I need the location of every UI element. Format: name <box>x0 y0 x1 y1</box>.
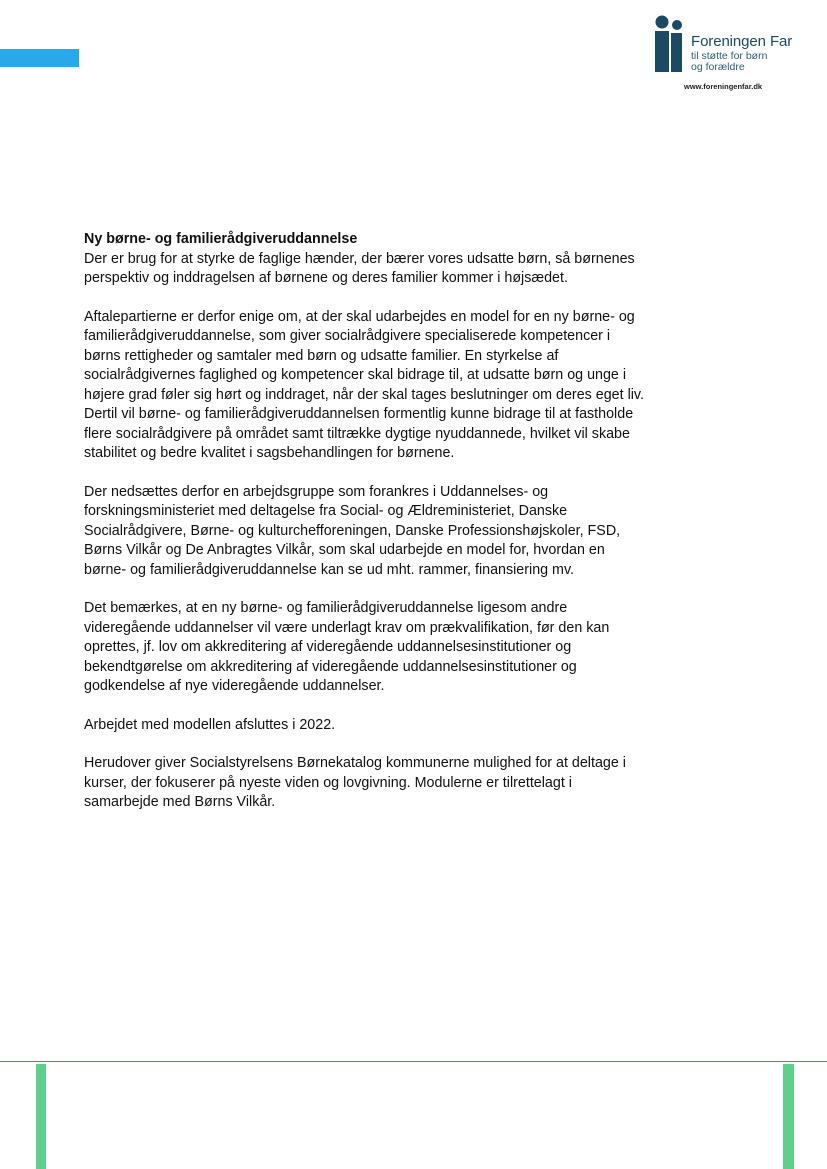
footer-accent-right <box>783 1064 794 1169</box>
paragraph-2: Aftalepartierne er derfor enige om, at der skal udarbejdes en model for en ny børne- og familierådgiveruddannelse, som giver socialrådgivere specialiserede kompetencer i børns rettigheder og samtaler med børn og udsatte familier. En styrkelse af socialrådgivernes faglighed og kompetencer skal bidrage til, at udsatte børn og unge i højere grad føler sig hørt og inddraget, når der skal tages beslutninger om deres eget liv. Dertil vil børne- og familierådgiveruddannelsen formentlig kunne bidrage til at fastholde flere socialrådgivere på området samt tiltrække dygtige nyuddannede, hvilket vil skabe stabilitet og bedre kvalitet i sagsbehandlingen for børnene. <box>84 308 644 461</box>
footer-divider <box>0 1061 827 1062</box>
logo-url[interactable]: www.foreningenfar.dk <box>684 82 763 91</box>
footer-accent-left <box>36 1064 46 1169</box>
paragraph-1: Der er brug for at styrke de faglige hænder, der bærer vores udsatte børn, så børnenes perspektiv og inddragelsen af børnene og deres familier kommer i højsædet. <box>84 250 635 286</box>
logo-tagline <box>691 51 781 73</box>
section-heading: Ny børne- og familierådgiveruddannelse <box>84 231 358 247</box>
paragraph-4: Det bemærkes, at en ny børne- og familierådgiveruddannelse ligesom andre videregående uddannelser vil være underlagt krav om prækvalifikation, før den kan oprettes, jf. lov om akkreditering af videregående uddannelsesinstitutioner og bekendtgørelse om akkreditering af videregående uddannelsesinstitutioner og godkendelse af nye videregående uddannelser. <box>84 600 610 694</box>
paragraph-3: Der nedsættes derfor en arbejdsgruppe som forankres i Uddannelses- og forskningsministeriet med deltagelse fra Social- og Ældreministeriet, Danske Socialrådgivere, Børne- og kulturchefforeningen, Danske Professionshøjskoler, FSD, Børns Vilkår og De Anbragtes Vilkår, som skal udarbejde en model for, hvordan en børne- og familierådgiveruddannelse kan se ud mht. rammer, finansiering mv. <box>84 483 621 578</box>
logo-name: Foreningen Far <box>691 33 793 50</box>
family-logo-icon <box>652 14 688 74</box>
document-body <box>84 230 644 832</box>
header-accent-bar <box>0 49 79 67</box>
logo-tagline-line-1: til støtte for børn <box>691 50 768 62</box>
logo-tagline-line-2: og forældre <box>691 61 745 73</box>
paragraph-6: Herudover giver Socialstyrelsens Børnekatalog kommunerne mulighed for at deltage i kurser, der fokuserer på nyeste viden og lovgivning. Modulerne er tilrettelagt i samarbejde med Børns Vilkår. <box>84 755 626 810</box>
paragraph-5: Arbejdet med modellen afsluttes i 2022. <box>84 716 336 733</box>
